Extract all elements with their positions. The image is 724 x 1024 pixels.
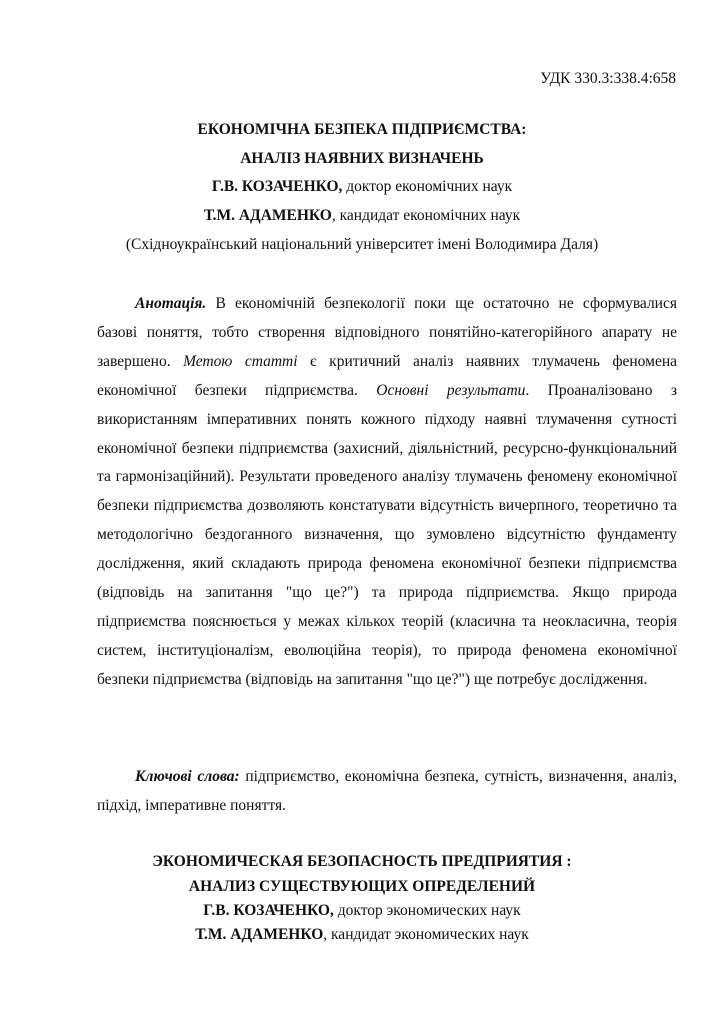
ru-author-1-degree: доктор экономических наук [333, 902, 521, 919]
ua-author-2-degree: , кандидат економічних наук [331, 207, 521, 224]
ru-author-1-name: Г.В. КОЗАЧЕНКО, [203, 902, 334, 919]
ua-keywords [97, 763, 677, 821]
ru-title-line-2: АНАЛИЗ СУЩЕСТВУЮЩИХ ОПРЕДЕЛЕНИЙ [188, 878, 536, 895]
ua-author-1-degree: доктор економічних наук [342, 178, 513, 195]
abstract-results-label: Основні результати [376, 381, 526, 399]
ua-author-2-name: Т.М. АДАМЕНКО [203, 207, 332, 224]
ua-author-1 [0, 178, 724, 196]
ua-abstract [97, 290, 677, 695]
abstract-goal-label: Метою статті [183, 352, 298, 370]
keywords-text: підприємство, економічна безпека, сутність, визначення, аналіз, підхід, імперативне поняття. [97, 768, 677, 814]
ru-author-2 [0, 926, 724, 944]
abstract-label: Анотація. [135, 295, 207, 312]
ru-author-2-degree: , кандидат экономических наук [323, 926, 529, 943]
abstract-part-1: В економічній безпекології поки ще остаточно не сформувалися базові поняття, тобто створення відповідного понятійно-категорійного апарату не завершено. [97, 295, 677, 370]
ru-author-2-name: Т.М. АДАМЕНКО [195, 926, 324, 943]
ua-title-line-2: АНАЛІЗ НАЯВНИХ ВИЗНАЧЕНЬ [240, 150, 484, 167]
abstract-part-3: . Проаналізовано з використанням імперативних понять кожного підходу наявні тлумачення сутності економічної безпеки підприємства (захисний, діяльністний, ресурсно-функціональний та гармонізаційний). Результати проведеного аналізу тлумачень феномену економічної безпеки підприємства дозволяють констатувати відсутність вичерпного, теоретично та методологічно бездоганного визначення, що зумовлено відсутністю фундаменту дослідження, який складають природа феномена економічної безпеки підприємства (відповідь на запитання "що це?") та природа підприємства. Якщо природа підприємства пояснюється у межах кількох теорій (класична та неокласична, теорія систем, інституціоналізм, еволюційна теорія), то природа феномена економічної безпеки підприємства (відповідь на запитання "що це?") ще потребує дослідження. [97, 381, 677, 688]
udk-code: УДК 330.3:338.4:658 [540, 70, 676, 87]
ru-title-line-1: ЭКОНОМИЧЕСКАЯ БЕЗОПАСНОСТЬ ПРЕДПРИЯТИЯ : [152, 853, 572, 870]
abstract-part-2: є критичний аналіз наявних тлумачень феномена економічної безпеки підприємства. [97, 352, 677, 399]
ua-title-line-1: ЕКОНОМІЧНА БЕЗПЕКА ПІДПРИЄМСТВА: [197, 121, 527, 138]
ua-author-1-name: Г.В. КОЗАЧЕНКО, [211, 178, 343, 195]
ua-author-2 [0, 207, 724, 225]
ru-author-1 [0, 902, 724, 920]
ua-affiliation: (Східноукраїнський національний університет імені Володимира Даля) [125, 236, 599, 253]
keywords-label: Ключові слова: [135, 768, 240, 785]
